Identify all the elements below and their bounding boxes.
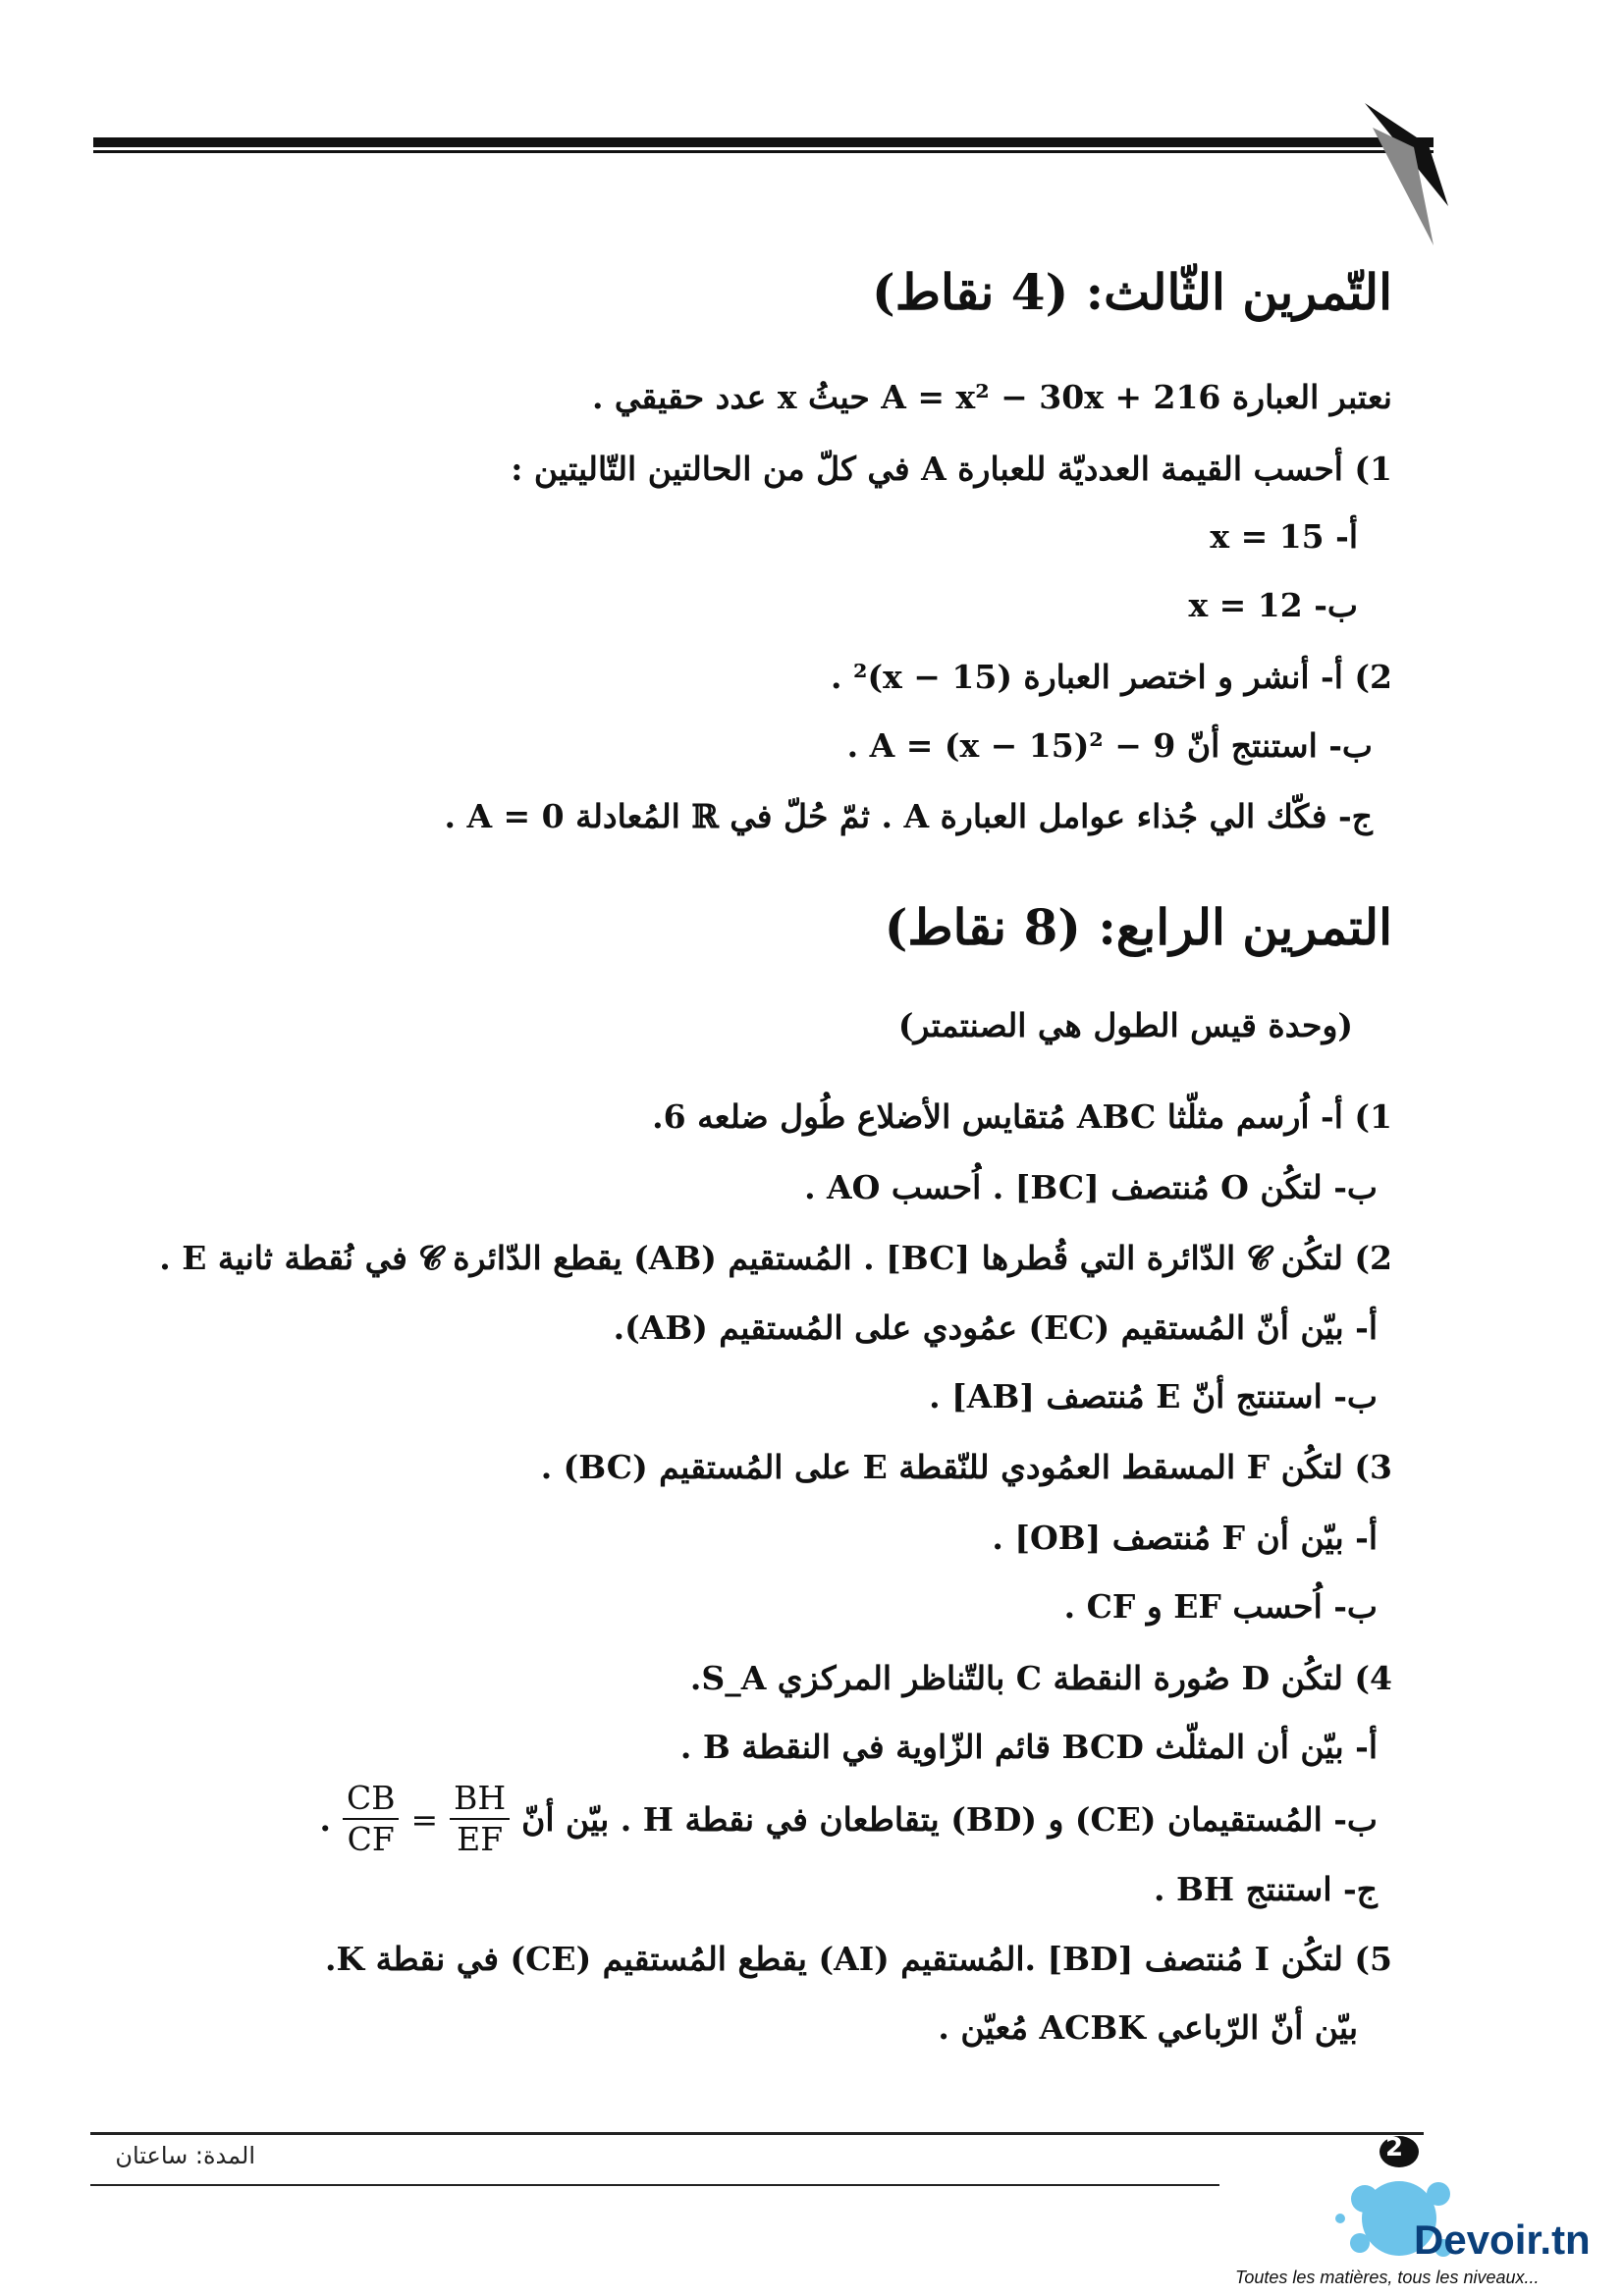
exercise3-q2c: ج- فكّك الي جُذاء عوامل العبارة A . ثمّ حُلّ في ℝ المُعادلة A = 0 . — [444, 797, 1373, 835]
exercise4-q2a: أ- بيّن أنّ المُستقيم (EC) عمُودي على المُستقيم (AB). — [613, 1308, 1378, 1347]
exercise3-q2b: ب- استنتج أنّ A = (x − 15)² − 9 . — [846, 726, 1373, 765]
exercise4-q1a: 1) أ- اُرسم مثلّثا ABC مُتقايس الأضلاع طُول ضلعه 6. — [652, 1097, 1392, 1136]
exercise4-q4a: أ- بيّن أن المثلّث BCD قائم الزّاوية في النقطة B . — [679, 1728, 1378, 1766]
fraction-numerator: BH — [450, 1779, 510, 1820]
equals-sign: = — [410, 1799, 439, 1839]
exercise4-q3: 3) لتكُن F المسقط العمُودي للنّقطة E على المُستقيم (BC) . — [540, 1448, 1392, 1486]
exercise4-q4: 4) لتكُن D صُورة النقطة C بالتّناظر المركزي S_A. — [689, 1659, 1392, 1697]
exercise4-q1b: ب- لتكُن O مُنتصف [BC] . اُحسب AO . — [804, 1168, 1378, 1206]
header-rule — [0, 0, 1623, 255]
exercise3-q1: 1) أحسب القيمة العدديّة للعبارة A في كلّ من الحالتين التّاليتين : — [511, 450, 1392, 488]
exercise3-q1a: أ- x = 15 — [1210, 517, 1358, 556]
exercise4-title: التمرين الرابع: (8 نقاط) — [884, 898, 1392, 956]
exercise4-q4b: ب- المُستقيمان (CE) و (BD) يتقاطعان في نقطة H . بيّن أنّ — [521, 1799, 1378, 1839]
fraction-cb-cf — [343, 1779, 400, 1858]
exercise4-q2b: ب- استنتج أنّ E مُنتصف [AB] . — [929, 1377, 1378, 1415]
exercise4-q4b-row — [319, 1775, 1378, 1863]
period: . — [319, 1799, 331, 1839]
exercise4-q2: 2) لتكُن 𝓒 الدّائرة التي قُطرها [BC] . المُستقيم (AB) يقطع الدّائرة 𝓒 في نُقطة ثانية E . — [159, 1239, 1392, 1277]
exercise4-q4c: ج- استنتج BH . — [1153, 1870, 1378, 1908]
exercise3-q2a: 2) أ- أنشر و اختصر العبارة (x − 15)² . — [831, 658, 1392, 696]
exercise4-q3b: ب- اُحسب EF و CF . — [1063, 1587, 1378, 1626]
logo-text: Devoir.tn — [1414, 2216, 1591, 2263]
exercise4-q5b: بيّن أنّ الرّباعي ACBK مُعيّن . — [938, 2008, 1358, 2047]
exercise3-q1b: ب- x = 12 — [1188, 586, 1358, 624]
page-number: 2 — [1385, 2133, 1404, 2163]
exercise4-q5: 5) لتكُن I مُنتصف [BD] .المُستقيم (AI) يقطع المُستقيم (CE) في نقطة K. — [324, 1940, 1392, 1978]
fraction-bh-ef — [450, 1779, 510, 1858]
exercise3-title: التّمرين الثّالث: (4 نقاط) — [872, 263, 1392, 321]
fraction-numerator: CB — [343, 1779, 400, 1820]
fraction-denominator: EF — [457, 1820, 504, 1858]
footer-duration: المدة: ساعتان — [115, 2142, 255, 2169]
exercise3-intro: نعتبر العبارة A = x² − 30x + 216 حيثُ x عدد حقيقي . — [591, 378, 1392, 416]
exercise4-unit: (وحدة قيس الطول هي الصنتمتر) — [897, 1006, 1353, 1044]
fraction-denominator: CF — [347, 1820, 395, 1858]
logo-tagline: Toutes les matières, tous les niveaux... — [1235, 2268, 1540, 2287]
exercise4-q3a: أ- بيّن أن F مُنتصف [OB] . — [992, 1519, 1378, 1557]
